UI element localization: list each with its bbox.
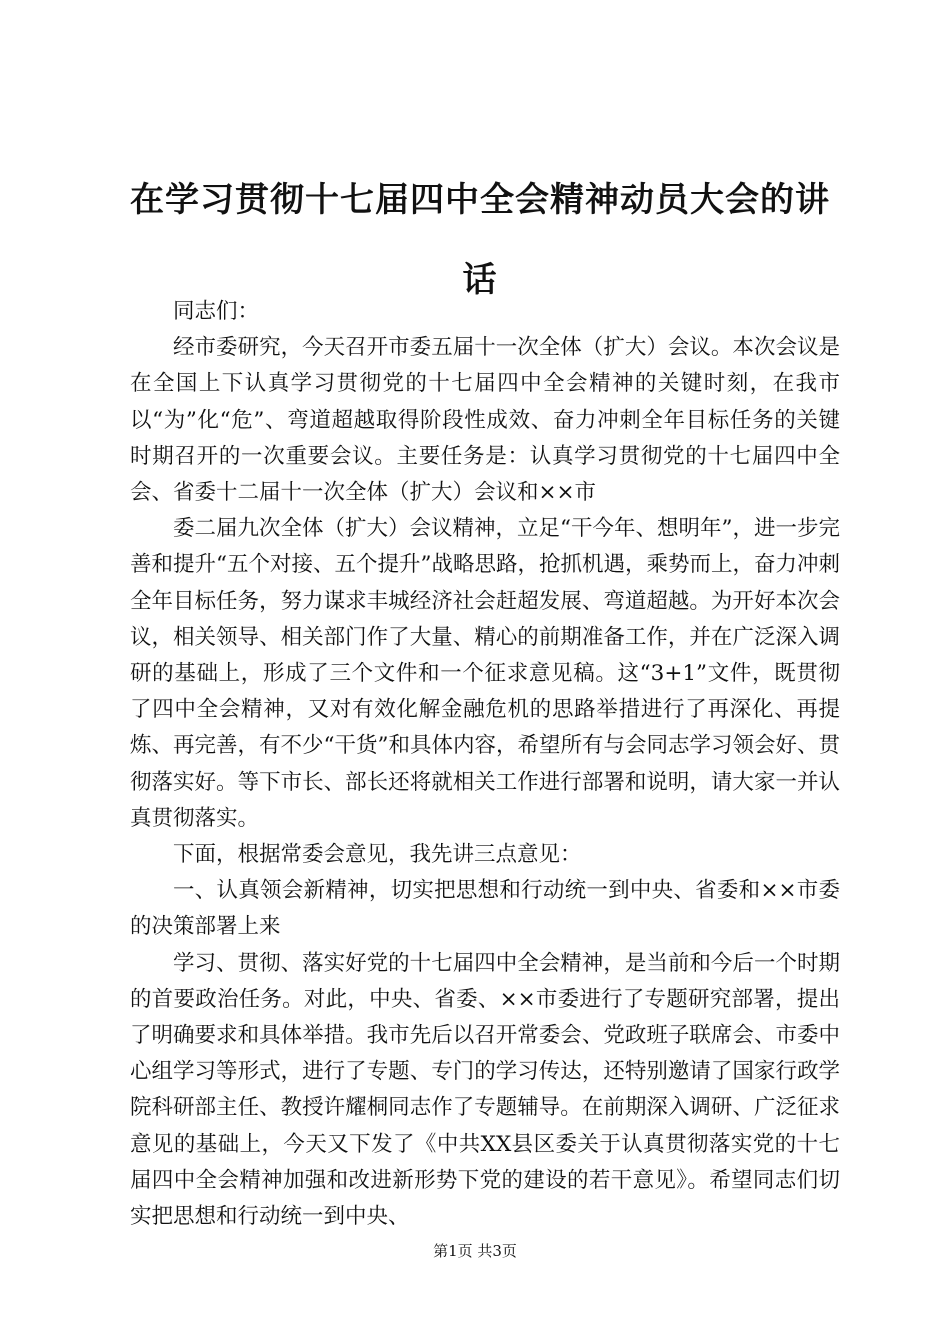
page-footer: 第1页 共3页	[433, 1242, 517, 1260]
document-body	[130, 294, 840, 1235]
title-line-2: 话	[462, 260, 498, 300]
paragraph-4: 学习、贯彻、落实好党的十七届四中全会精神，是当前和今后一个时期的首要政治任务。对此，中央、省委、××市委进行了专题研究部署，提出了明确要求和具体举措。我市先后以召开常委会、党政班子联席会、市委中心组学习等形式，进行了专题、专门的学习传达，还特别邀请了国家行政学院科研部主任、教授许耀桐同志作了专题辅导。在前期深入调研、广泛征求意见的基础上，今天又下发了《中共XX县区委关于认真贯彻落实党的十七届四中全会精神加强和改进新形势下党的建设的若干意见》。希望同志们切实把思想和行动统一到中央、	[130, 950, 840, 1230]
paragraph-3: 下面，根据常委会意见，我先讲三点意见：	[173, 842, 582, 868]
title-line-1: 在学习贯彻十七届四中全会精神动员大会的讲	[130, 180, 830, 220]
section-heading-1: 一、认真领会新精神，切实把思想和行动统一到中央、省委和××市委的决策部署上来	[130, 878, 840, 940]
paragraph-1: 经市委研究，今天召开市委五届十一次全体（扩大）会议。本次会议是在全国上下认真学习贯彻党的十七届四中全会精神的关键时刻，在我市以“为”化“危”、弯道超越取得阶段性成效、奋力冲刺全年目标任务的关键时期召开的一次重要会议。主要任务是：认真学习贯彻党的十七届四中全会、省委十二届十一次全体（扩大）会议和××市	[130, 335, 840, 506]
salutation: 同志们：	[173, 299, 260, 324]
paragraph-2: 委二届九次全体（扩大）会议精神，立足“干今年、想明年”，进一步完善和提升“五个对接、五个提升”战略思路，抢抓机遇，乘势而上，奋力冲刺全年目标任务，努力谋求丰城经济社会赶超发展、弯道超越。为开好本次会议，相关领导、相关部门作了大量、精心的前期准备工作，并在广泛深入调研的基础上，形成了三个文件和一个征求意见稿。这“3+1”文件，既贯彻了四中全会精神，又对有效化解金融危机的思路举措进行了再深化、再提炼、再完善，有不少“干货”和具体内容，希望所有与会同志学习领会好、贯彻落实好。等下市长、部长还将就相关工作进行部署和说明，请大家一并认真贯彻落实。	[130, 516, 840, 831]
